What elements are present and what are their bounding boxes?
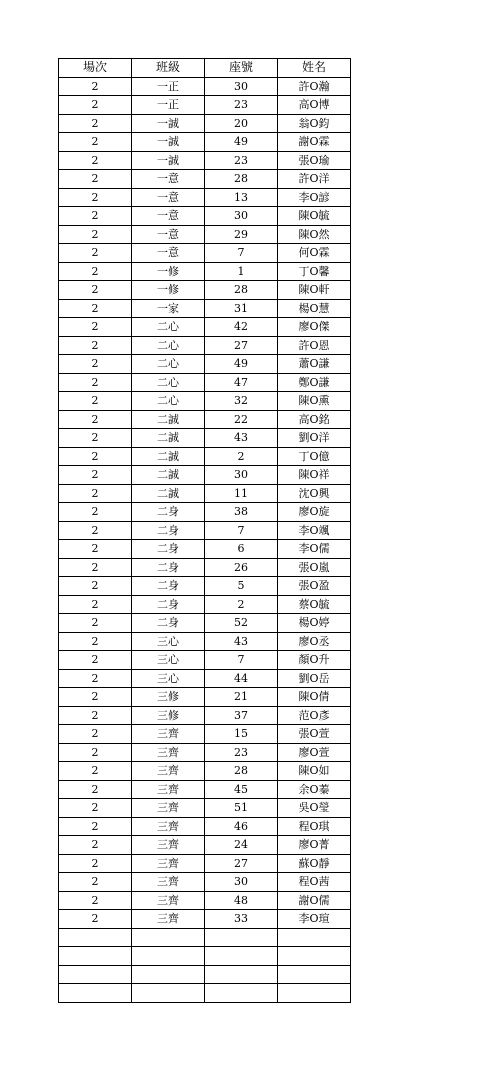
table-row (59, 262, 351, 281)
cell-session: 2 (59, 429, 132, 448)
header-seat-number: 座號 (205, 59, 278, 78)
cell-seat-number: 49 (205, 355, 278, 374)
cell-seat-number: 49 (205, 133, 278, 152)
cell-name: 楊O慧 (278, 299, 351, 318)
cell-session: 2 (59, 873, 132, 892)
cell-session: 2 (59, 651, 132, 670)
cell-name: 李O瑄 (278, 910, 351, 929)
table-row (59, 873, 351, 892)
cell-class: 三齊 (132, 799, 205, 818)
cell-session (59, 947, 132, 966)
cell-seat-number: 23 (205, 151, 278, 170)
cell-seat-number: 30 (205, 466, 278, 485)
cell-session: 2 (59, 780, 132, 799)
cell-seat-number: 27 (205, 336, 278, 355)
cell-class: 三齊 (132, 780, 205, 799)
cell-name: 劉O洋 (278, 429, 351, 448)
cell-name: 廖O傑 (278, 318, 351, 337)
cell-class: 三齊 (132, 836, 205, 855)
cell-session (59, 928, 132, 947)
table-row (59, 632, 351, 651)
cell-session: 2 (59, 632, 132, 651)
cell-class: 二身 (132, 577, 205, 596)
cell-session: 2 (59, 558, 132, 577)
cell-name: 余O蓁 (278, 780, 351, 799)
cell-class (132, 947, 205, 966)
cell-name: 許O洋 (278, 170, 351, 189)
table-row (59, 780, 351, 799)
table-row (59, 503, 351, 522)
header-name: 姓名 (278, 59, 351, 78)
cell-name: 翁O鈞 (278, 114, 351, 133)
table-row (59, 170, 351, 189)
table-row (59, 947, 351, 966)
cell-session: 2 (59, 392, 132, 411)
table-row (59, 466, 351, 485)
cell-seat-number: 46 (205, 817, 278, 836)
cell-seat-number: 47 (205, 373, 278, 392)
cell-session: 2 (59, 355, 132, 374)
cell-seat-number: 28 (205, 170, 278, 189)
cell-seat-number: 32 (205, 392, 278, 411)
cell-session: 2 (59, 244, 132, 263)
table-row (59, 595, 351, 614)
cell-seat-number: 28 (205, 281, 278, 300)
cell-seat-number: 7 (205, 651, 278, 670)
cell-class: 一意 (132, 225, 205, 244)
cell-class (132, 984, 205, 1003)
cell-name: 蘇O靜 (278, 854, 351, 873)
cell-name: 張O嵐 (278, 558, 351, 577)
table-row (59, 743, 351, 762)
cell-seat-number: 44 (205, 669, 278, 688)
table-row (59, 133, 351, 152)
roster-table (58, 58, 351, 1003)
cell-name: 李O儒 (278, 540, 351, 559)
cell-name: 丁O億 (278, 447, 351, 466)
cell-name: 丁O馨 (278, 262, 351, 281)
cell-name: 蕭O謙 (278, 355, 351, 374)
cell-class: 二誠 (132, 410, 205, 429)
cell-name: 張O瑜 (278, 151, 351, 170)
cell-class: 二心 (132, 318, 205, 337)
cell-class: 二身 (132, 614, 205, 633)
table-row (59, 281, 351, 300)
cell-seat-number: 29 (205, 225, 278, 244)
cell-name: 陳O軒 (278, 281, 351, 300)
cell-session: 2 (59, 207, 132, 226)
cell-name (278, 947, 351, 966)
cell-seat-number: 27 (205, 854, 278, 873)
cell-name: 高O博 (278, 96, 351, 115)
cell-seat-number: 7 (205, 244, 278, 263)
header-session: 場次 (59, 59, 132, 78)
table-row (59, 429, 351, 448)
cell-seat-number (205, 965, 278, 984)
cell-session: 2 (59, 225, 132, 244)
cell-session: 2 (59, 503, 132, 522)
cell-seat-number: 38 (205, 503, 278, 522)
cell-name: 許O瀚 (278, 77, 351, 96)
cell-seat-number: 13 (205, 188, 278, 207)
cell-session: 2 (59, 188, 132, 207)
cell-class: 一修 (132, 262, 205, 281)
cell-session: 2 (59, 373, 132, 392)
table-row (59, 688, 351, 707)
cell-session: 2 (59, 170, 132, 189)
cell-session (59, 965, 132, 984)
table-row (59, 891, 351, 910)
cell-name: 鄭O謙 (278, 373, 351, 392)
cell-session: 2 (59, 484, 132, 503)
cell-session: 2 (59, 540, 132, 559)
cell-seat-number: 24 (205, 836, 278, 855)
cell-session: 2 (59, 854, 132, 873)
table-row (59, 484, 351, 503)
table-row (59, 836, 351, 855)
table-row (59, 614, 351, 633)
cell-session: 2 (59, 817, 132, 836)
table-row (59, 910, 351, 929)
cell-session: 2 (59, 336, 132, 355)
table-row (59, 114, 351, 133)
table-row (59, 540, 351, 559)
table-row (59, 299, 351, 318)
cell-name: 陳O如 (278, 762, 351, 781)
cell-name: 張O萱 (278, 725, 351, 744)
cell-class: 三心 (132, 669, 205, 688)
table-row (59, 373, 351, 392)
cell-seat-number: 51 (205, 799, 278, 818)
table-row (59, 410, 351, 429)
cell-name (278, 965, 351, 984)
cell-seat-number: 2 (205, 447, 278, 466)
cell-class: 一意 (132, 188, 205, 207)
cell-name: 程O琪 (278, 817, 351, 836)
table-row (59, 77, 351, 96)
cell-name: 謝O霖 (278, 133, 351, 152)
cell-seat-number: 21 (205, 688, 278, 707)
cell-seat-number: 11 (205, 484, 278, 503)
cell-session: 2 (59, 595, 132, 614)
cell-name: 蔡O毓 (278, 595, 351, 614)
cell-class: 一意 (132, 207, 205, 226)
cell-session: 2 (59, 77, 132, 96)
cell-class: 二心 (132, 373, 205, 392)
cell-session: 2 (59, 133, 132, 152)
table-row (59, 762, 351, 781)
table-row (59, 244, 351, 263)
cell-name: 程O茜 (278, 873, 351, 892)
cell-class: 一意 (132, 244, 205, 263)
table-row (59, 336, 351, 355)
cell-seat-number: 45 (205, 780, 278, 799)
cell-session: 2 (59, 151, 132, 170)
cell-class: 二身 (132, 558, 205, 577)
cell-name: 陳O祥 (278, 466, 351, 485)
table-body (59, 77, 351, 1002)
cell-class: 三修 (132, 688, 205, 707)
cell-seat-number: 5 (205, 577, 278, 596)
table-row (59, 355, 351, 374)
table-row (59, 151, 351, 170)
cell-session: 2 (59, 799, 132, 818)
cell-seat-number (205, 947, 278, 966)
cell-seat-number: 37 (205, 706, 278, 725)
cell-seat-number: 43 (205, 429, 278, 448)
cell-session: 2 (59, 521, 132, 540)
table-header (59, 59, 351, 78)
cell-name: 張O盈 (278, 577, 351, 596)
cell-name: 謝O儒 (278, 891, 351, 910)
cell-seat-number (205, 928, 278, 947)
cell-class: 三齊 (132, 817, 205, 836)
cell-class: 三齊 (132, 873, 205, 892)
cell-session: 2 (59, 262, 132, 281)
cell-session: 2 (59, 706, 132, 725)
cell-name: 沈O興 (278, 484, 351, 503)
cell-session: 2 (59, 410, 132, 429)
table-row (59, 577, 351, 596)
cell-class: 一意 (132, 170, 205, 189)
cell-name: 陳O倩 (278, 688, 351, 707)
cell-name: 陳O然 (278, 225, 351, 244)
table-row (59, 725, 351, 744)
cell-class: 二身 (132, 521, 205, 540)
cell-session: 2 (59, 836, 132, 855)
cell-session: 2 (59, 614, 132, 633)
cell-session: 2 (59, 910, 132, 929)
header-class: 班級 (132, 59, 205, 78)
cell-class (132, 965, 205, 984)
cell-class: 一正 (132, 96, 205, 115)
cell-class: 一誠 (132, 114, 205, 133)
cell-class: 三齊 (132, 725, 205, 744)
cell-name: 吳O瑩 (278, 799, 351, 818)
table-row (59, 817, 351, 836)
cell-class: 一誠 (132, 151, 205, 170)
cell-class: 二身 (132, 540, 205, 559)
cell-seat-number: 23 (205, 743, 278, 762)
cell-seat-number: 42 (205, 318, 278, 337)
cell-session: 2 (59, 466, 132, 485)
cell-name: 許O恩 (278, 336, 351, 355)
cell-name: 廖O菁 (278, 836, 351, 855)
table-row (59, 669, 351, 688)
cell-seat-number: 30 (205, 207, 278, 226)
table-row (59, 207, 351, 226)
cell-session: 2 (59, 281, 132, 300)
cell-class: 三心 (132, 632, 205, 651)
table-row (59, 799, 351, 818)
cell-name: 廖O丞 (278, 632, 351, 651)
cell-seat-number: 31 (205, 299, 278, 318)
cell-class: 二誠 (132, 484, 205, 503)
cell-class: 二心 (132, 392, 205, 411)
cell-seat-number: 30 (205, 77, 278, 96)
table-row (59, 392, 351, 411)
cell-name: 楊O婷 (278, 614, 351, 633)
cell-seat-number: 26 (205, 558, 278, 577)
cell-class (132, 928, 205, 947)
table-row (59, 318, 351, 337)
table-row (59, 96, 351, 115)
cell-name: 陳O毓 (278, 207, 351, 226)
cell-class: 二身 (132, 503, 205, 522)
cell-class: 一修 (132, 281, 205, 300)
cell-class: 三齊 (132, 762, 205, 781)
cell-class: 二誠 (132, 466, 205, 485)
header-row (59, 59, 351, 78)
cell-session: 2 (59, 96, 132, 115)
table-row (59, 928, 351, 947)
cell-session: 2 (59, 891, 132, 910)
cell-class: 三齊 (132, 910, 205, 929)
cell-name: 范O彥 (278, 706, 351, 725)
cell-session: 2 (59, 762, 132, 781)
table-row (59, 225, 351, 244)
cell-class: 三齊 (132, 854, 205, 873)
cell-session: 2 (59, 447, 132, 466)
cell-session: 2 (59, 299, 132, 318)
cell-seat-number (205, 984, 278, 1003)
table-row (59, 965, 351, 984)
cell-seat-number: 20 (205, 114, 278, 133)
cell-seat-number: 6 (205, 540, 278, 559)
cell-session (59, 984, 132, 1003)
cell-name (278, 984, 351, 1003)
cell-seat-number: 30 (205, 873, 278, 892)
cell-seat-number: 43 (205, 632, 278, 651)
cell-seat-number: 1 (205, 262, 278, 281)
cell-name: 顏O升 (278, 651, 351, 670)
cell-class: 二誠 (132, 429, 205, 448)
cell-seat-number: 22 (205, 410, 278, 429)
cell-seat-number: 15 (205, 725, 278, 744)
cell-class: 三修 (132, 706, 205, 725)
cell-name (278, 928, 351, 947)
cell-session: 2 (59, 318, 132, 337)
cell-class: 三齊 (132, 891, 205, 910)
cell-class: 一誠 (132, 133, 205, 152)
cell-class: 三齊 (132, 743, 205, 762)
table-row (59, 558, 351, 577)
table-row (59, 447, 351, 466)
cell-name: 陳O熏 (278, 392, 351, 411)
cell-name: 廖O萱 (278, 743, 351, 762)
cell-name: 劉O岳 (278, 669, 351, 688)
cell-class: 二心 (132, 336, 205, 355)
cell-session: 2 (59, 577, 132, 596)
cell-name: 何O霖 (278, 244, 351, 263)
cell-session: 2 (59, 114, 132, 133)
cell-seat-number: 2 (205, 595, 278, 614)
cell-name: 廖O旋 (278, 503, 351, 522)
cell-class: 二心 (132, 355, 205, 374)
cell-name: 李O颯 (278, 521, 351, 540)
cell-seat-number: 7 (205, 521, 278, 540)
cell-seat-number: 33 (205, 910, 278, 929)
cell-name: 高O銘 (278, 410, 351, 429)
cell-session: 2 (59, 669, 132, 688)
cell-seat-number: 48 (205, 891, 278, 910)
table-row (59, 651, 351, 670)
cell-class: 二誠 (132, 447, 205, 466)
cell-class: 二身 (132, 595, 205, 614)
cell-class: 一家 (132, 299, 205, 318)
cell-seat-number: 52 (205, 614, 278, 633)
cell-seat-number: 28 (205, 762, 278, 781)
table-row (59, 854, 351, 873)
table-row (59, 188, 351, 207)
table-row (59, 984, 351, 1003)
cell-name: 李O諺 (278, 188, 351, 207)
cell-session: 2 (59, 743, 132, 762)
cell-class: 三心 (132, 651, 205, 670)
table-row (59, 706, 351, 725)
cell-seat-number: 23 (205, 96, 278, 115)
table-row (59, 521, 351, 540)
cell-session: 2 (59, 725, 132, 744)
cell-session: 2 (59, 688, 132, 707)
cell-class: 一正 (132, 77, 205, 96)
